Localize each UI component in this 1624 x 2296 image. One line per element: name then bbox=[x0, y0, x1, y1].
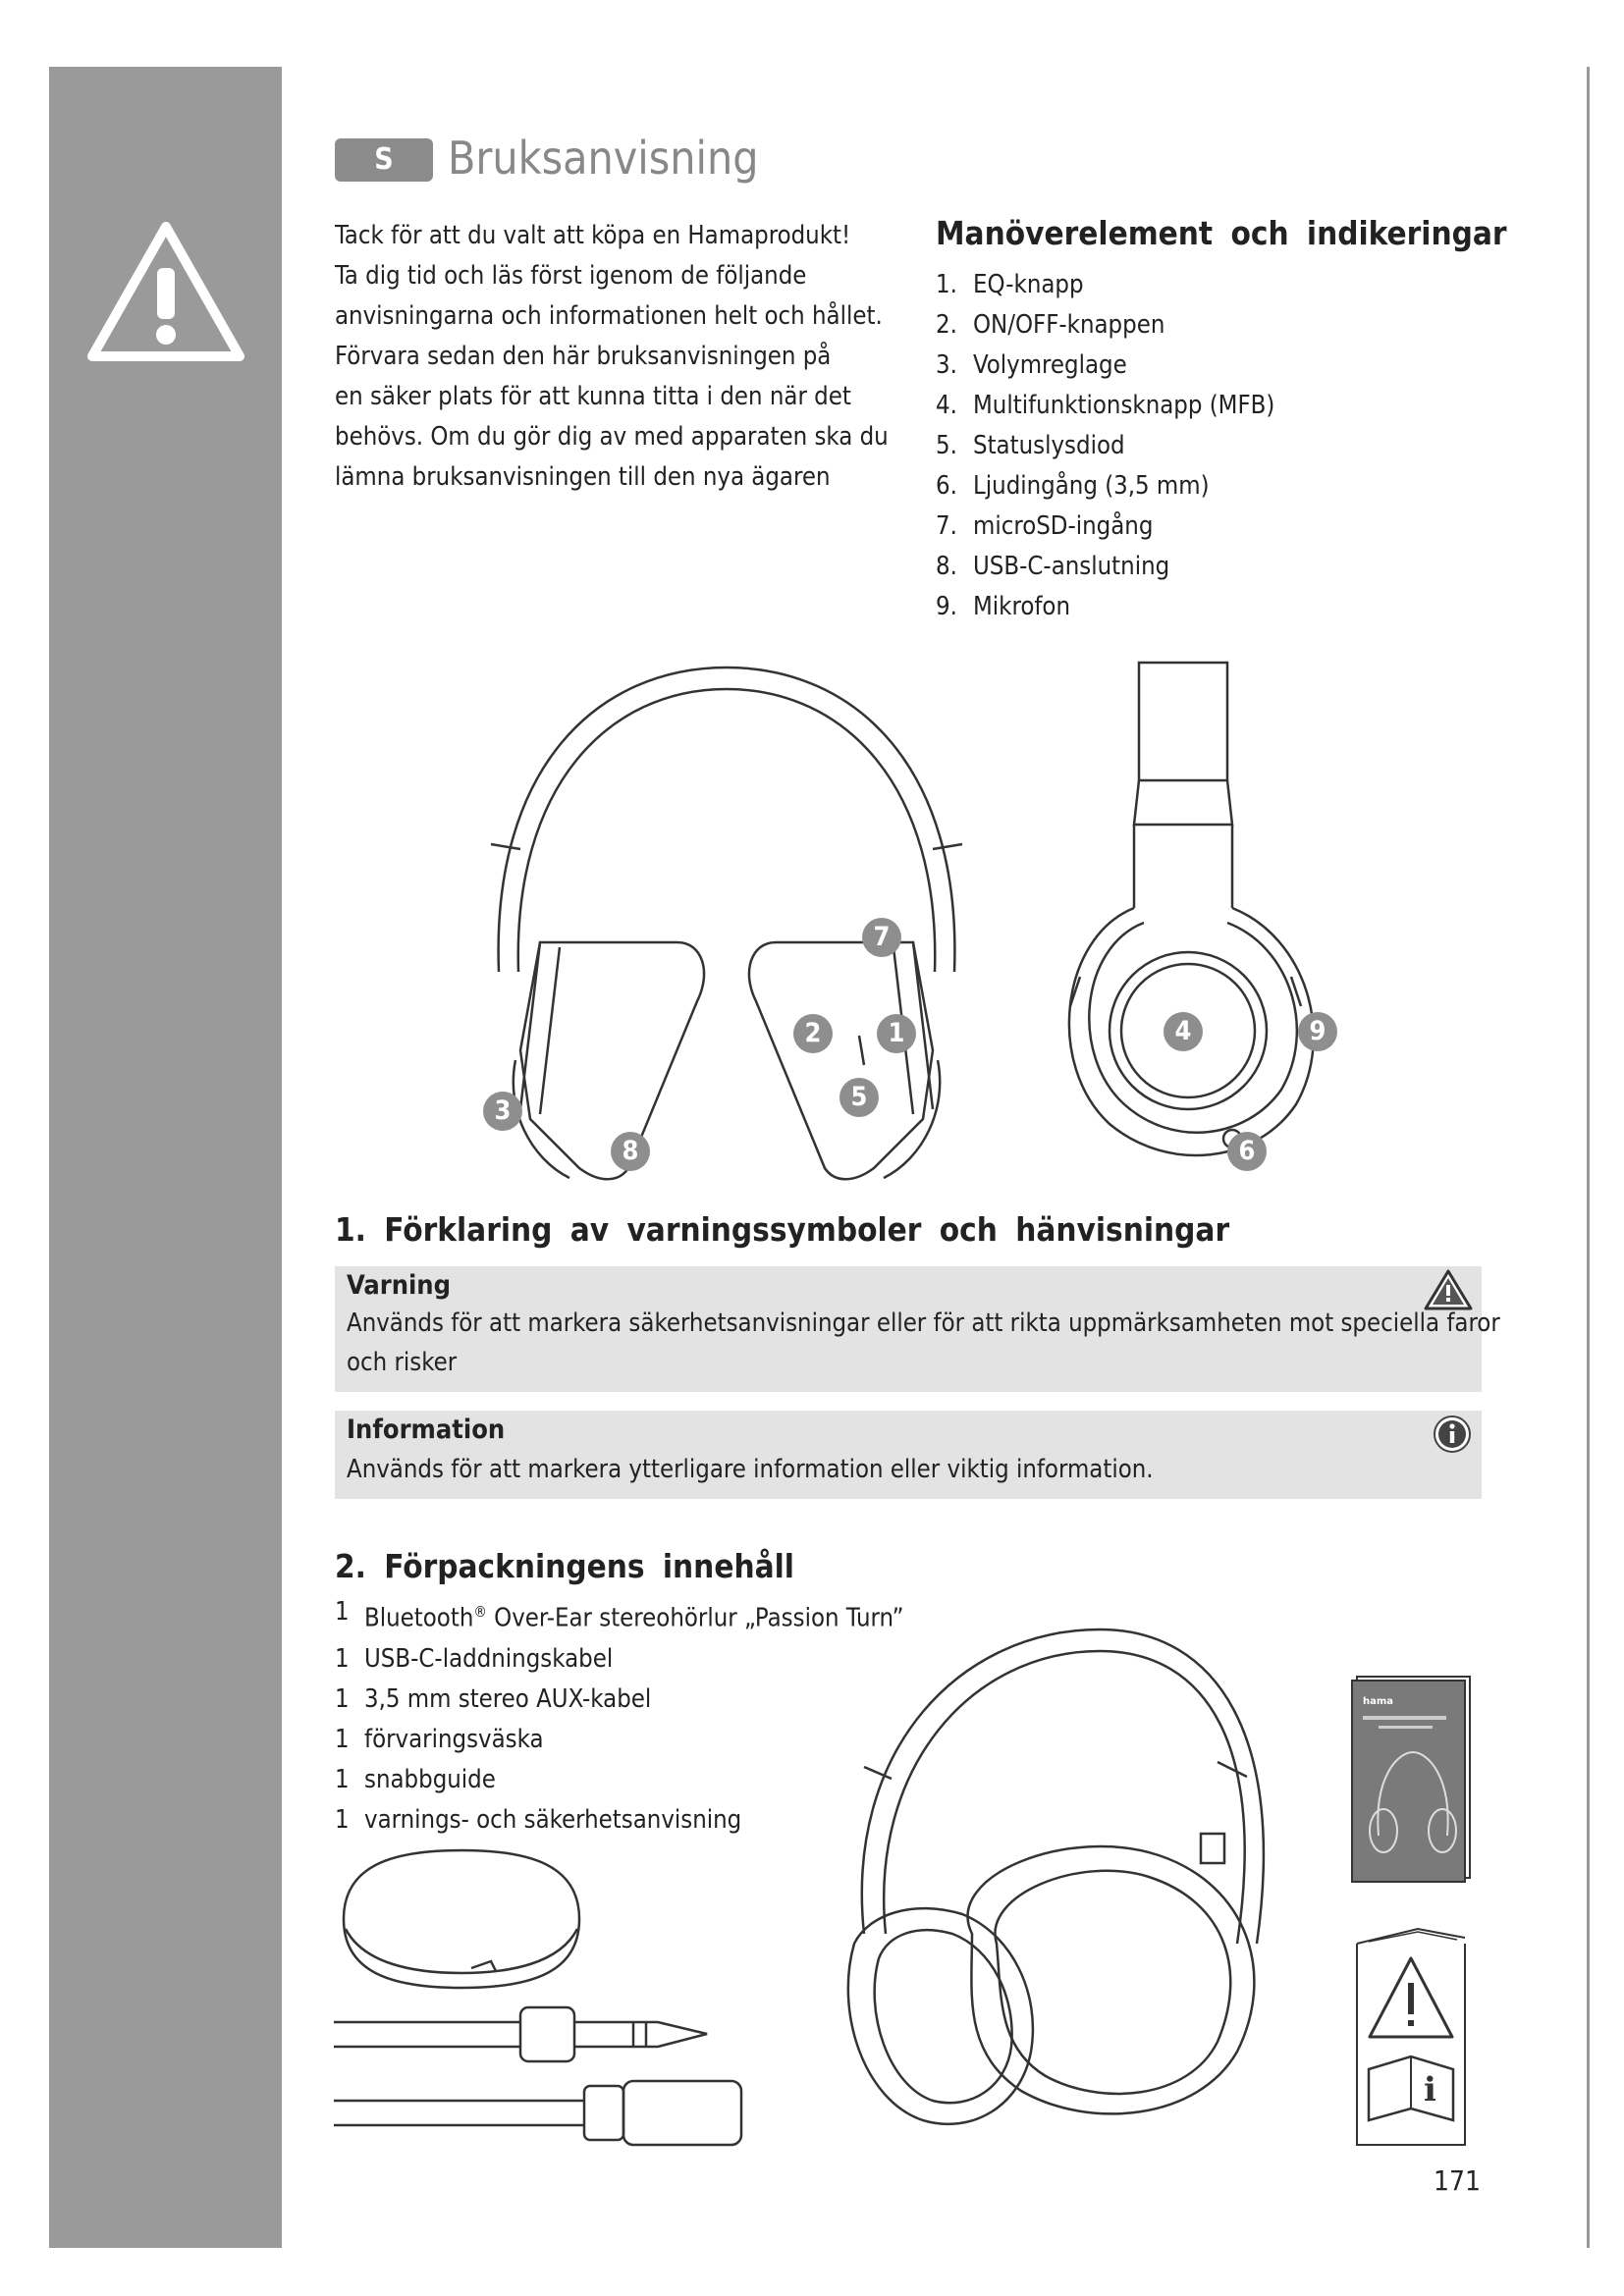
intro-paragraph bbox=[335, 216, 934, 498]
list-item bbox=[335, 1720, 904, 1760]
info-icon bbox=[1433, 1415, 1472, 1454]
item-label: Statuslysdiod bbox=[973, 431, 1125, 460]
registered-mark: ® bbox=[473, 1603, 487, 1621]
item-label: varnings- och säkerhetsanvisning bbox=[364, 1804, 742, 1835]
list-item bbox=[936, 346, 1274, 386]
sidebar-band bbox=[49, 67, 282, 2248]
item-quantity: 1 bbox=[335, 1643, 350, 1674]
information-heading: Information bbox=[347, 1415, 506, 1445]
controls-heading: Manöverelement och indikeringar bbox=[936, 214, 1507, 252]
warning-text bbox=[347, 1304, 1564, 1382]
item-quantity: 1 bbox=[335, 1683, 350, 1714]
list-item bbox=[936, 587, 1274, 627]
item-label: Multifunktionsknapp (MFB) bbox=[973, 391, 1275, 420]
item-label: Ljudingång (3,5 mm) bbox=[973, 471, 1210, 501]
headphones-package-illustration bbox=[825, 1620, 1296, 2140]
item-quantity: 1 bbox=[335, 1804, 350, 1835]
item-number: 9. bbox=[936, 592, 957, 621]
item-number: 3. bbox=[936, 350, 957, 380]
intro-line: behövs. Om du gör dig av med apparaten ska du bbox=[335, 422, 889, 452]
callout-marker: 8 bbox=[611, 1132, 650, 1171]
warning-heading: Varning bbox=[347, 1270, 451, 1301]
intro-line: anvisningarna och informationen helt och hållet. bbox=[335, 301, 883, 331]
callout-marker: 7 bbox=[862, 918, 901, 957]
cables-illustration bbox=[334, 1963, 776, 2160]
item-number: 7. bbox=[936, 511, 957, 541]
list-item bbox=[936, 507, 1274, 547]
headphones-front-illustration bbox=[461, 648, 992, 1193]
intro-line: Ta dig tid och läs först igenom de följande bbox=[335, 261, 807, 291]
callout-marker: 9 bbox=[1298, 1012, 1337, 1051]
page-title: Bruksanvisning bbox=[448, 132, 759, 185]
warning-text-line: och risker bbox=[347, 1348, 458, 1377]
item-label: USB-C-laddningskabel bbox=[364, 1643, 614, 1674]
list-item bbox=[936, 466, 1274, 507]
controls-list bbox=[936, 265, 1274, 627]
list-item bbox=[335, 1592, 904, 1639]
item-label: USB-C-anslutning bbox=[973, 552, 1170, 581]
item-number: 8. bbox=[936, 552, 957, 581]
intro-line: Förvara sedan den här bruksanvisningen på bbox=[335, 342, 832, 371]
list-item bbox=[335, 1800, 904, 1841]
warning-notice bbox=[335, 1266, 1500, 1392]
item-number: 5. bbox=[936, 431, 957, 460]
page-number: 171 bbox=[1434, 2164, 1482, 2197]
item-number: 6. bbox=[936, 471, 957, 501]
intro-line: Tack för att du valt att köpa en Hamaprodukt! bbox=[335, 221, 851, 250]
item-label: 3,5 mm stereo AUX-kabel bbox=[364, 1683, 652, 1714]
warning-triangle-icon bbox=[1423, 1268, 1474, 1311]
information-text: Används för att markera ytterligare information eller viktig information. bbox=[347, 1455, 1154, 1484]
item-quantity: 1 bbox=[335, 1764, 350, 1794]
package-contents-list bbox=[335, 1592, 904, 1841]
item-label: ON/OFF-knappen bbox=[973, 310, 1165, 340]
warning-text-line: Används för att markera säkerhetsanvisningar eller för att rikta uppmärksamheten mot speciella faror bbox=[347, 1308, 1500, 1338]
warning-triangle-icon bbox=[86, 221, 245, 363]
section-2-heading: 2. Förpackningens innehåll bbox=[335, 1547, 794, 1585]
callout-marker: 4 bbox=[1164, 1012, 1203, 1051]
callout-marker: 5 bbox=[839, 1078, 879, 1117]
safety-sheet-illustration bbox=[1349, 1924, 1477, 2150]
headphones-side-illustration bbox=[1041, 653, 1355, 1183]
list-item bbox=[936, 547, 1274, 587]
item-quantity: 1 bbox=[335, 1724, 350, 1754]
list-item bbox=[335, 1680, 904, 1720]
callout-marker: 1 bbox=[877, 1014, 916, 1053]
item-label-part: Over-Ear stereohörlur „Passion Turn” bbox=[486, 1603, 904, 1633]
intro-line: en säker plats för att kunna titta i den när det bbox=[335, 382, 851, 411]
item-label-part: Bluetooth bbox=[364, 1603, 474, 1633]
booklet-brand: hama bbox=[1363, 1696, 1394, 1707]
item-number: 4. bbox=[936, 391, 957, 420]
list-item bbox=[936, 305, 1274, 346]
item-label: Mikrofon bbox=[973, 592, 1070, 621]
section-1-heading: 1. Förklaring av varningssymboler och hänvisningar bbox=[335, 1210, 1230, 1249]
item-label: Volymreglage bbox=[973, 350, 1127, 380]
item-number: 2. bbox=[936, 310, 957, 340]
item-label bbox=[364, 1592, 904, 1639]
item-label: snabbguide bbox=[364, 1764, 496, 1794]
item-label: förvaringsväska bbox=[364, 1724, 544, 1754]
list-item bbox=[936, 386, 1274, 426]
list-item bbox=[335, 1639, 904, 1680]
right-edge-rule bbox=[1587, 67, 1590, 2248]
intro-line: lämna bruksanvisningen till den nya ägaren bbox=[335, 462, 831, 492]
language-badge: S bbox=[335, 138, 433, 182]
list-item bbox=[936, 265, 1274, 305]
list-item bbox=[335, 1760, 904, 1800]
item-quantity: 1 bbox=[335, 1597, 350, 1627]
quick-guide-illustration bbox=[1349, 1669, 1477, 1885]
callout-marker: 6 bbox=[1227, 1132, 1267, 1171]
list-item bbox=[936, 426, 1274, 466]
information-notice bbox=[335, 1411, 1482, 1499]
callout-marker: 3 bbox=[483, 1092, 522, 1131]
item-number: 1. bbox=[936, 270, 957, 299]
callout-marker: 2 bbox=[793, 1014, 833, 1053]
item-label: microSD-ingång bbox=[973, 511, 1154, 541]
svg-text:i: i bbox=[1424, 2070, 1436, 2109]
item-label: EQ-knapp bbox=[973, 270, 1084, 299]
